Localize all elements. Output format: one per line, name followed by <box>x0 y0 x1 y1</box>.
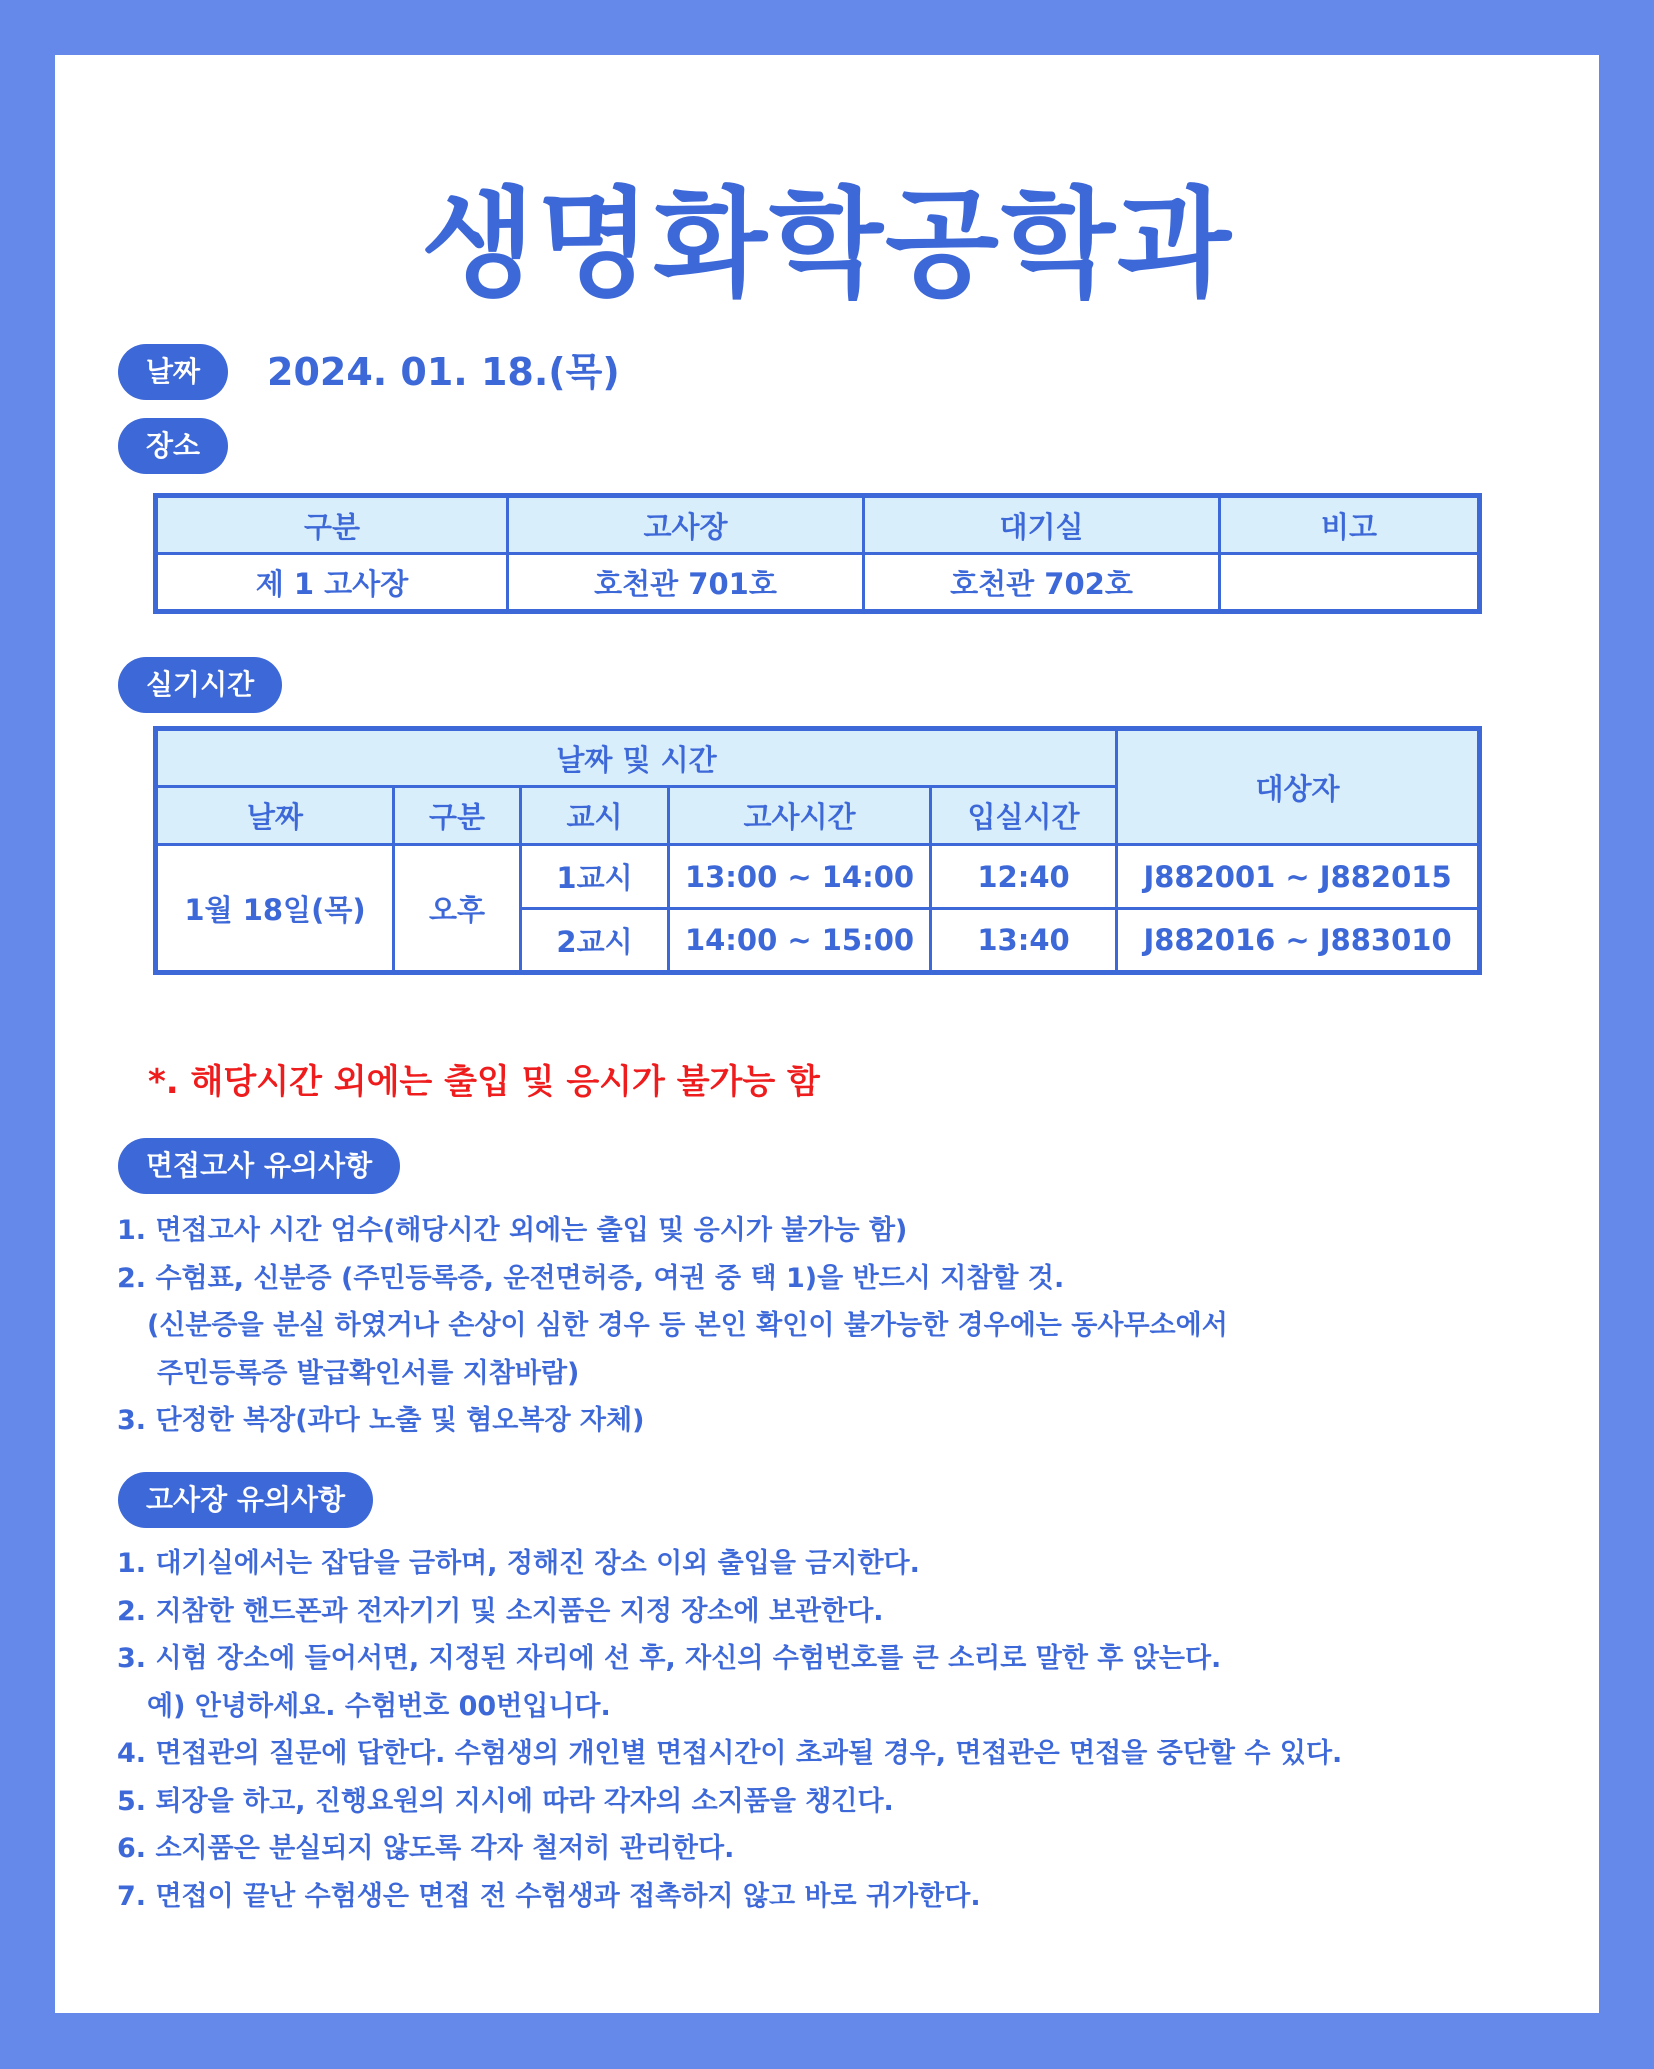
schedule-header-session: 교시 <box>521 787 669 845</box>
list-item: 1. 대기실에서는 잡담을 금하며, 정해진 장소 이외 출입을 금지한다. <box>117 1548 920 1579</box>
page-title: 생명화학공학과 <box>421 175 1233 313</box>
list-item: 5. 퇴장을 하고, 진행요원의 지시에 따라 각자의 소지품을 챙긴다. <box>117 1785 894 1817</box>
date-value: 2024. 01. 18.(목) <box>267 350 620 394</box>
schedule-group-header-row <box>156 729 1480 787</box>
list-item: 1. 면접고사 시간 엄수(해당시간 외에는 출입 및 응시가 불가능 함) <box>117 1215 908 1246</box>
schedule-cell-session: 1교시 <box>521 845 669 909</box>
schedule-cell-date: 1월 18일(목) <box>156 845 394 973</box>
list-item: 3. 단정한 복장(과다 노출 및 혐오복장 자체) <box>117 1405 645 1436</box>
schedule-group-header: 날짜 및 시간 <box>156 729 1117 787</box>
list-item: 주민등록증 발급확인서를 지참바람) <box>157 1357 580 1389</box>
schedule-cell-target: J882001 ~ J882015 <box>1117 845 1480 909</box>
exam-room-notes-list <box>117 1540 1342 1920</box>
schedule-cell-exam-time: 13:00 ~ 14:00 <box>669 845 931 909</box>
location-header-exam-room: 고사장 <box>508 496 864 554</box>
schedule-cell-entry-time: 13:40 <box>931 909 1117 973</box>
list-item: 7. 면접이 끝난 수험생은 면접 전 수험생과 접촉하지 않고 바로 귀가한다. <box>117 1880 981 1912</box>
list-item: 6. 소지품은 분실되지 않도록 각자 철저히 관리한다. <box>117 1833 735 1864</box>
schedule-header-entry-time: 입실시간 <box>931 787 1117 845</box>
schedule-cell-entry-time: 12:40 <box>931 845 1117 909</box>
schedule-header-date: 날짜 <box>156 787 394 845</box>
notice-sheet <box>55 55 1599 2013</box>
schedule-target-header: 대상자 <box>1117 729 1480 845</box>
schedule-cell-target: J882016 ~ J883010 <box>1117 909 1480 973</box>
interview-notes-list <box>117 1207 1228 1445</box>
schedule-header-exam-time: 고사시간 <box>669 787 931 845</box>
location-header-waiting-room: 대기실 <box>864 496 1220 554</box>
location-table <box>153 493 1482 614</box>
exam-room-notes-label-pill: 고사장 유의사항 <box>118 1472 373 1528</box>
practical-time-label-pill: 실기시간 <box>118 657 282 713</box>
interview-notes-label-pill: 면접고사 유의사항 <box>118 1138 400 1194</box>
table-row <box>156 845 1480 909</box>
date-label-pill: 날짜 <box>118 344 228 400</box>
schedule-cell-exam-time: 14:00 ~ 15:00 <box>669 909 931 973</box>
table-row <box>156 554 1480 612</box>
list-item: (신분증을 분실 하였거나 손상이 심한 경우 등 본인 확인이 불가능한 경우에는 동사무소에서 <box>147 1310 1228 1341</box>
location-cell-exam-room: 호천관 701호 <box>508 554 864 612</box>
location-header-remarks: 비고 <box>1220 496 1480 554</box>
list-item: 예) 안녕하세요. 수험번호 00번입니다. <box>147 1690 611 1722</box>
list-item: 4. 면접관의 질문에 답한다. 수험생의 개인별 면접시간이 초과될 경우, 면접관은 면접을 중단할 수 있다. <box>117 1738 1343 1769</box>
list-item: 3. 시험 장소에 들어서면, 지정된 자리에 선 후, 자신의 수험번호를 큰 소리로 말한 후 앉는다. <box>117 1643 1222 1674</box>
list-item: 2. 수험표, 신분증 (주민등록증, 운전면허증, 여권 중 택 1)을 반드시 지참할 것. <box>117 1262 1065 1294</box>
location-cell-waiting-room: 호천관 702호 <box>864 554 1220 612</box>
schedule-header-category: 구분 <box>394 787 521 845</box>
practical-time-table <box>153 726 1482 975</box>
location-label-pill: 장소 <box>118 418 228 474</box>
list-item: 2. 지참한 핸드폰과 전자기기 및 소지품은 지정 장소에 보관한다. <box>117 1595 884 1627</box>
location-cell-remarks <box>1220 554 1480 612</box>
entry-warning-note: *. 해당시간 외에는 출입 및 응시가 불가능 함 <box>148 1062 820 1102</box>
schedule-cell-period: 오후 <box>394 845 521 973</box>
location-header-category: 구분 <box>156 496 508 554</box>
location-cell-category: 제 1 고사장 <box>156 554 508 612</box>
location-header-row <box>156 496 1480 554</box>
schedule-cell-session: 2교시 <box>521 909 669 973</box>
